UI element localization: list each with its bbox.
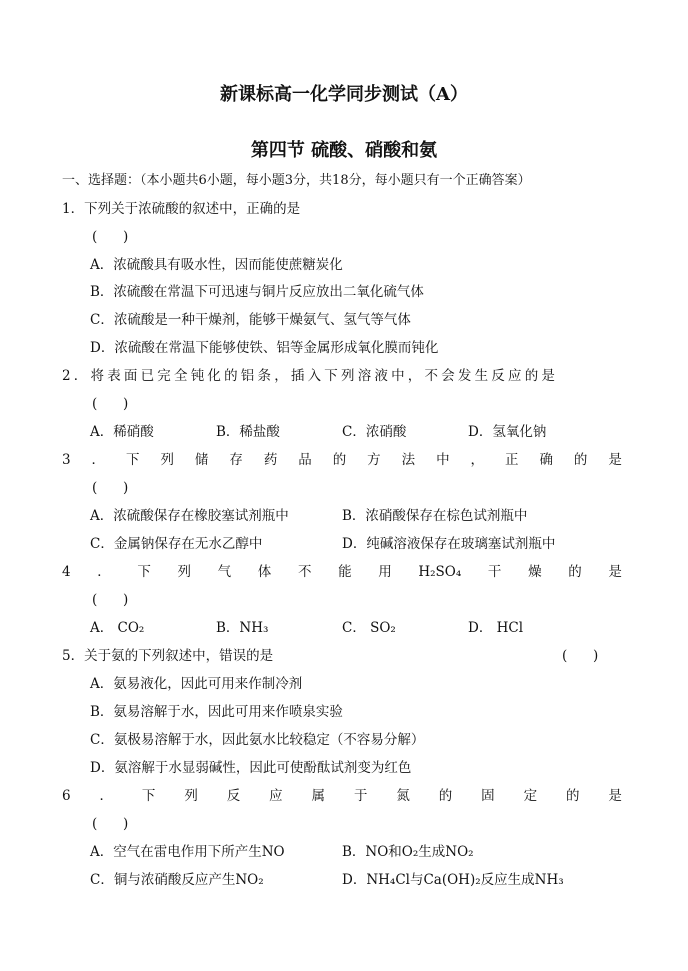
question-2-option-c: C．浓硝酸: [342, 424, 407, 440]
question-3-option-b: B．浓硝酸保存在棕色试剂瓶中: [342, 508, 528, 524]
question-2-option-b: B．稀盐酸: [216, 424, 280, 440]
question-2-stem: 2．将表面已完全钝化的铝条，插入下列溶液中，不会发生反应的是: [62, 368, 559, 384]
question-6-stem: 6 ． 下 列 反 应 属 于 氮 的 固 定 的 是: [62, 788, 622, 804]
question-3-option-d: D．纯碱溶液保存在玻璃塞试剂瓶中: [342, 536, 556, 552]
document-title: 新课标高一化学同步测试（A）: [220, 84, 468, 105]
question-6-option-a: A．空气在雷电作用下所产生NO: [90, 844, 285, 860]
question-1-answer-bracket: ( ): [92, 229, 129, 245]
section-title: 第四节 硫酸、硝酸和氨: [250, 140, 438, 161]
question-1-stem: 1．下列关于浓硫酸的叙述中，正确的是: [62, 201, 301, 217]
question-5-option-d: D．氨溶解于水显弱碱性，因此可使酚酞试剂变为红色: [90, 760, 412, 776]
question-6-option-d: D．NH₄Cl与Ca(OH)₂反应生成NH₃: [342, 872, 564, 888]
question-1-option-a: A．浓硫酸具有吸水性，因而能使蔗糖炭化: [90, 257, 343, 273]
question-1-option-c: C．浓硫酸是一种干燥剂，能够干燥氨气、氢气等气体: [90, 312, 411, 328]
question-5-option-b: B．氨易溶解于水，因此可用来作喷泉实验: [90, 704, 343, 720]
question-5-option-a: A．氨易液化，因此可用来作制冷剂: [90, 676, 303, 692]
question-4-answer-bracket: ( ): [92, 592, 129, 608]
question-4-option-a: A． CO₂: [90, 620, 145, 636]
question-1-option-d: D．浓硫酸在常温下能够使铁、铝等金属形成氧化膜而钝化: [90, 340, 439, 356]
question-4-option-c: C． SO₂: [342, 620, 396, 636]
section-header: 一、选择题：（本小题共6小题，每小题3分，共18分，每小题只有一个正确答案）: [62, 173, 531, 188]
question-5-option-c: C．氨极易溶解于水，因此氨水比较稳定（不容易分解）: [90, 732, 425, 748]
question-2-option-d: D．氢氧化钠: [468, 424, 547, 440]
question-6-answer-bracket: ( ): [92, 816, 129, 832]
question-3-option-c: C．金属钠保存在无水乙醇中: [90, 536, 263, 552]
question-4-option-b: B．NH₃: [216, 620, 269, 636]
question-6-option-c: C．铜与浓硝酸反应产生NO₂: [90, 872, 264, 888]
question-3-answer-bracket: ( ): [92, 480, 129, 496]
question-6-option-b: B．NO和O₂生成NO₂: [342, 844, 474, 860]
question-1-option-b: B．浓硫酸在常温下可迅速与铜片反应放出二氧化硫气体: [90, 284, 424, 300]
question-3-option-a: A．浓硫酸保存在橡胶塞试剂瓶中: [90, 508, 289, 524]
question-5-stem: 5．关于氨的下列叙述中，错误的是: [62, 648, 274, 664]
question-2-answer-bracket: ( ): [92, 396, 129, 412]
question-5-answer-bracket: ( ): [562, 648, 599, 664]
question-3-stem: 3 ． 下 列 储 存 药 品 的 方 法 中 ， 正 确 的 是: [62, 452, 622, 468]
question-4-stem: 4 ． 下 列 气 体 不 能 用 H₂SO₄ 干 燥 的 是: [62, 564, 622, 580]
question-4-option-d: D． HCl: [468, 620, 524, 636]
question-2-option-a: A．稀硝酸: [90, 424, 154, 440]
